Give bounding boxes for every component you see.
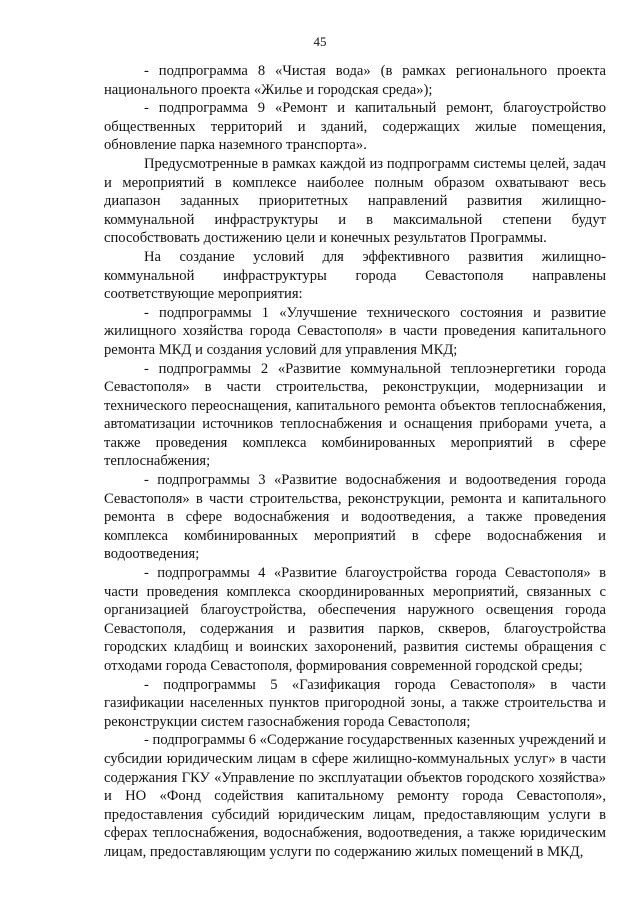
- paragraph-measure-subprogram-2: - подпрограммы 2 «Развитие коммунальной теплоэнергетики города Севастополя» в части строительства, реконструкции, модернизации и технического переоснащения, капитального ремонта объектов теплоснабжения, автоматизации источников теплоснабжения и оснащения приборами учета, а также проведения комплекса комбинированных мероприятий в сфере теплоснабжения;: [104, 360, 606, 470]
- paragraph-measure-subprogram-1: - подпрограммы 1 «Улучшение технического состояния и развитие жилищного хозяйства города Севастополя» в части проведения капитального ремонта МКД и создания условий для управления МКД;: [104, 304, 606, 358]
- paragraph-subprogram-9: - подпрограмма 9 «Ремонт и капитальный ремонт, благоустройство общественных территорий и зданий, содержащих жилые помещения, обновление парка наземного транспорта».: [104, 100, 606, 154]
- paragraph-measure-subprogram-6: - подпрограммы 6 «Содержание государственных казенных учреждений и субсидии юридическим лицам в сфере жилищно-коммунальных услуг» в части содержания ГКУ «Управление по эксплуатации объектов городского хозяйства» и НО «Фонд содействия капитальному ремонту города Севастополя», предоставления субсидий юридическим лицам, предоставляющим услуги в сферах теплоснабжения, водоснабжения, водоотведения, а также юридическим лицам, предоставляющим услуги по содержанию жилых помещений в МКД,: [104, 732, 606, 860]
- page-number: 45: [313, 34, 327, 49]
- paragraph-measure-subprogram-5: - подпрограммы 5 «Газификация города Севастополя» в части газификации населенных пунктов пригородной зоны, а также строительства и реконструкции систем газоснабжения города Севастополя;: [104, 676, 606, 730]
- paragraph-measures-intro: На создание условий для эффективного развития жилищно-коммунальной инфраструктуры города Севастополя направлены соответствующие мероприятия:: [104, 248, 606, 303]
- paragraph-subprogram-8: - подпрограмма 8 «Чистая вода» (в рамках регионального проекта национального проекта «Жилье и городская среда»);: [104, 63, 606, 98]
- paragraph-goals-summary: Предусмотренные в рамках каждой из подпрограмм системы целей, задач и мероприятий в комплексе наиболее полным образом охватывают весь диапазон заданных приоритетных направлений развития жилищно-коммунальной инфраструктуры и в максимальной степени будут способствовать достижению цели и конечных результатов Программы.: [104, 155, 606, 247]
- paragraph-measure-subprogram-4: - подпрограммы 4 «Развитие благоустройства города Севастополя» в части проведения комплекса скоординированных мероприятий, связанных с организацией благоустройства, обеспечения наружного освещения города Севастополя, содержания и развития парков, скверов, благоустройства городских кладбищ и воинских захоронений, развития системы обращения с отходами города Севастополя, формирования современной городской среды;: [104, 565, 606, 674]
- paragraph-measure-subprogram-3: - подпрограммы 3 «Развитие водоснабжения и водоотведения города Севастополя» в части строительства, реконструкции, ремонта и капитального ремонта в сфере водоснабжения и водоотведения, а также проведения комплекса комбинированных мероприятий в сфере водоснабжения и водоотведения;: [104, 472, 606, 563]
- document-body: [104, 62, 606, 862]
